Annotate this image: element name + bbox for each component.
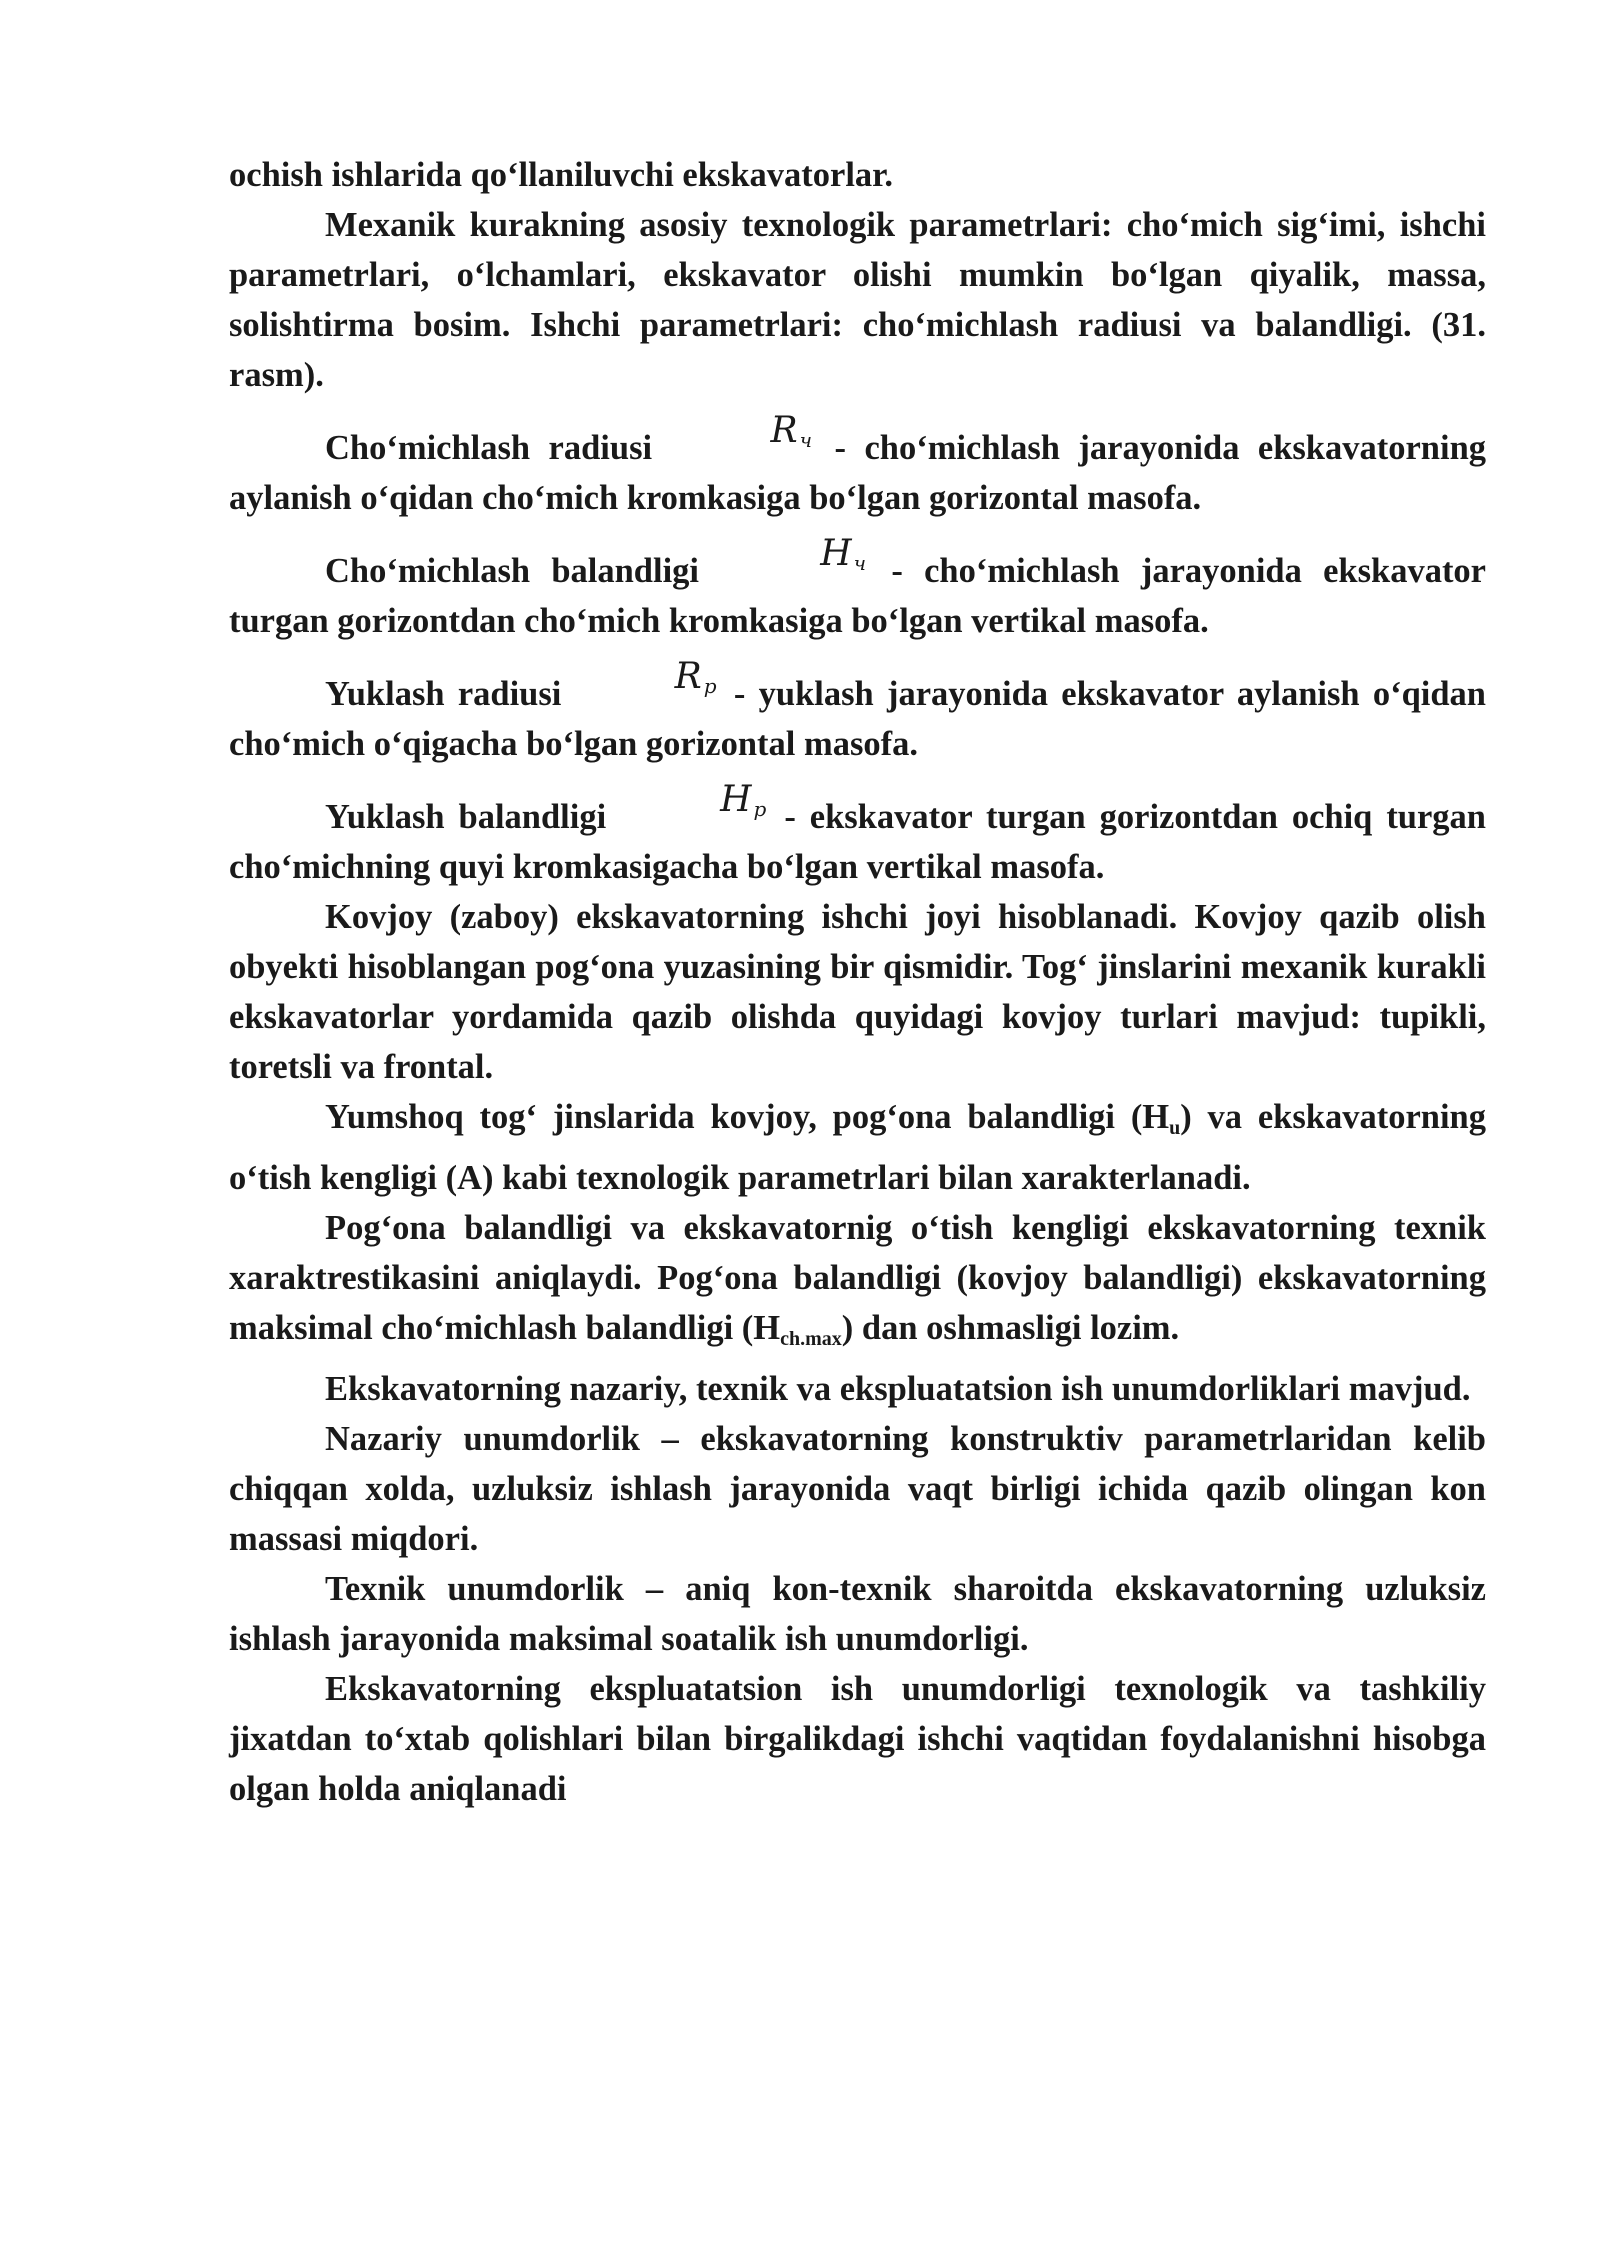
symbol-subscript: p: [703, 674, 717, 698]
paragraph-theoretical-productivity: Nazariy unumdorlik – ekskavatorning konstruktiv parametrlaridan kelib chiqqan xolda, uzluksiz ishlash jarayonida vaqt birligi ichida qazib olingan kon massasi miqdori.: [229, 1420, 1486, 1558]
text-after-sub: ) va ekskavatorning o‘tish kengligi (A) kabi texnologik parametrlari bilan xarakterlanadi.: [229, 1098, 1486, 1197]
paragraph-intro-tail: ochish ishlarida qo‘llaniluvchi ekskavatorlar.: [229, 156, 893, 194]
symbol-digging-radius: [671, 410, 817, 452]
paragraph-loading-radius: [229, 656, 1486, 769]
term-loading-height: Yuklash balandligi: [325, 798, 607, 836]
paragraph-soft-rock: [229, 1092, 1486, 1203]
subscript-ch-max: ch.max: [780, 1328, 842, 1350]
paragraph-technological-parameters: Mexanik kurakning asosiy texnologik parametrlari: cho‘mich sig‘imi, ishchi parametrlari, o‘lchamlari, ekskavator olishi mumkin bo‘lgan qiyalik, massa, solishtirma bosim. Ishchi parametrlari: cho‘michlash radiusi va balandligi. (31. rasm).: [229, 206, 1486, 394]
definition-loading-radius: - yuklash jarayonida ekskavator aylanish o‘qidan cho‘mich o‘qigacha bo‘lgan gorizontal masofa.: [229, 675, 1486, 763]
symbol-subscript: ч: [799, 428, 813, 452]
symbol-subscript: p: [753, 797, 767, 821]
definition-loading-height: - ekskavator turgan gorizontdan ochiq turgan cho‘michning quyi kromkasigacha bo‘lgan vertikal masofa.: [229, 798, 1486, 886]
paragraph-kovjoy: Kovjoy (zaboy) ekskavatorning ishchi joyi hisoblanadi. Kovjoy qazib olish obyekti hisoblangan pog‘ona yuzasining bir qismidir. Tog‘ jinslarini mexanik kurakli ekskavatorlar yordamida qazib olishda quyidagi kovjoy turlari mavjud: tupikli, toretsli va frontal.: [229, 898, 1486, 1086]
term-digging-radius: Cho‘michlash radiusi: [325, 429, 653, 467]
symbol-loading-radius: [575, 656, 721, 698]
symbol-loading-height: [620, 779, 770, 821]
paragraph-loading-height: [229, 779, 1486, 892]
paragraph-digging-height: [229, 533, 1486, 646]
symbol-letter: R: [674, 656, 702, 697]
symbol-letter: H: [820, 533, 852, 574]
text-before-sub: Pog‘ona balandligi va ekskavatornig o‘tish kengligi ekskavatorning texnik xaraktrestikasini aniqlaydi. Pog‘ona balandligi (kovjoy balandligi) ekskavatorning maksimal cho‘michlash balandligi (H: [229, 1209, 1486, 1347]
term-loading-radius: Yuklash radiusi: [325, 675, 562, 713]
paragraph-productivity-types: Ekskavatorning nazariy, texnik va ekspluatatsion ish unumdorliklari mavjud.: [325, 1370, 1471, 1408]
paragraph-technical-productivity: Texnik unumdorlik – aniq kon-texnik sharoitda ekskavatorning uzluksiz ishlash jarayonida maksimal soatalik ish unumdorligi.: [229, 1570, 1486, 1658]
symbol-letter: H: [720, 779, 752, 820]
document-page: [229, 150, 1486, 1814]
symbol-subscript: ч: [853, 551, 867, 575]
text-after-sub: ) dan oshmasligi lozim.: [841, 1309, 1180, 1347]
paragraph-operational-productivity: Ekskavatorning ekspluatatsion ish unumdorligi texnologik va tashkiliy jixatdan to‘xtab qolishlari bilan birgalikdagi ishchi vaqtidan foydalanishni hisobga olgan holda aniqlanadi: [229, 1670, 1486, 1808]
text-before-sub: Yumshoq tog‘ jinslarida kovjoy, pog‘ona balandligi (H: [325, 1098, 1170, 1136]
symbol-digging-height: [720, 533, 870, 575]
definition-digging-radius: - cho‘michlash jarayonida ekskavatorning aylanish o‘qidan cho‘mich kromkasiga bo‘lgan gorizontal masofa.: [229, 429, 1487, 517]
definition-digging-height: - cho‘michlash jarayonida ekskavator turgan gorizontdan cho‘mich kromkasiga bo‘lgan vertikal masofa.: [229, 552, 1486, 640]
symbol-letter: R: [770, 410, 798, 451]
subscript-u: u: [1169, 1117, 1181, 1139]
term-digging-height: Cho‘michlash balandligi: [325, 552, 700, 590]
paragraph-bench-height: [229, 1203, 1486, 1364]
paragraph-digging-radius: [229, 410, 1487, 523]
